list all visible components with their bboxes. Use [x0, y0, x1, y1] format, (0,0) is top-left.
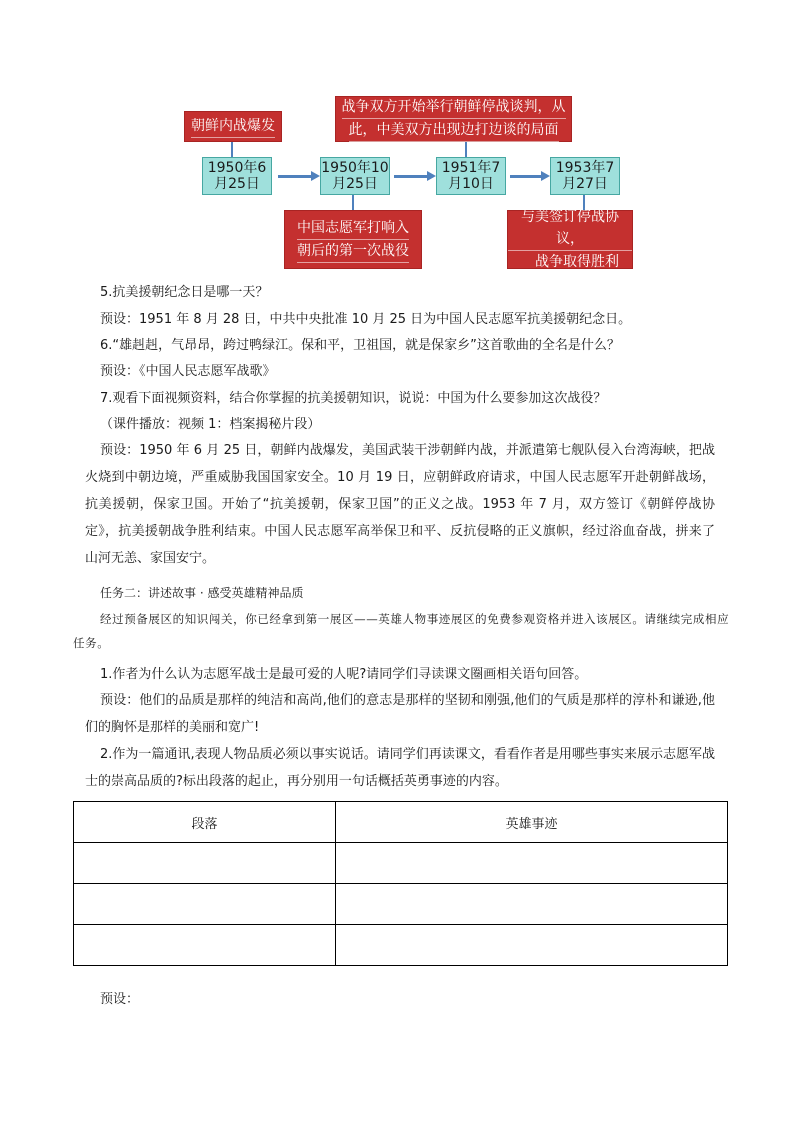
task2-answer-1: 预设：他们的品质是那样的纯洁和高尚,他们的意志是那样的坚韧和刚强,他们的气质是那样的淳朴和谦逊,他们的胸怀是那样的美丽和宽广! [85, 693, 715, 735]
event-outbreak-text: 朝鲜内战爆发 [191, 115, 275, 138]
event-outbreak-box [184, 111, 282, 142]
date-box-1 [202, 157, 272, 195]
event-first-battle-box [284, 210, 422, 269]
date-1-line2: 月25日 [214, 176, 260, 192]
table-row [74, 925, 728, 966]
arrow-1 [278, 175, 312, 178]
task2-preset: 预设： [100, 992, 140, 1007]
table-cell-deeds[interactable] [336, 884, 728, 925]
answer-5: 预设：1951 年 8 月 28 日，中共中央批准 10 月 25 日为中国人民志愿军抗美援朝纪念日。 [100, 312, 632, 327]
question-7: 7.观看下面视频资料，结合你掌握的抗美援朝知识，说说：中国为什么要参加这次战役？ [100, 391, 607, 406]
date-box-4 [550, 157, 620, 195]
date-4-line1: 1953年7 [555, 160, 615, 176]
task2-label: 任务二： [100, 586, 149, 600]
date-box-3 [436, 157, 506, 195]
event-talks-line1: 战争双方开始举行朝鲜停战谈判，从 [342, 96, 566, 119]
table-cell-deeds[interactable] [336, 843, 728, 884]
question-7-media: （课件播放：视频 1：档案揭秘片段） [100, 417, 321, 432]
event-armistice-box [507, 210, 633, 269]
date-2-line1: 1950年10 [321, 160, 389, 176]
task2-heading [100, 584, 303, 602]
task2-question-2: 2.作为一篇通讯,表现人物品质必须以事实说话。请同学们再读课文，看看作者是用哪些事实来展示志愿军战士的崇高品质的?标出段落的起止，再分别用一句话概括英勇事迹的内容。 [85, 747, 715, 789]
answer-6: 预设：《中国人民志愿军战歌》 [100, 364, 276, 379]
task2-intro: 经过预备展区的知识闯关，你已经拿到第一展区——英雄人物事迹展区的免费参观资格并进入该展区。请继续完成相应任务。 [73, 612, 730, 650]
table-cell-paragraph[interactable] [74, 925, 336, 966]
answer-7: 预设：1950 年 6 月 25 日，朝鲜内战爆发，美国武装干涉朝鲜内战，并派遣第七舰队侵入台湾海峡，把战火烧到中朝边境，严重威胁我国国家安全。10 月 19 日，应朝鲜政府请求，中国人民志愿军开赴朝鲜战场，抗美援朝，保家卫国。开始了“抗美援朝，保家卫国”的正义之战。1953 年 7 月，双方签订《朝鲜停战协定》，抗美援朝战争胜利结束。中国人民志愿军高举保卫和平、反抗侵略的正义旗帜，经过浴血奋战，拼来了山河无恙、家国安宁。 [85, 443, 715, 566]
date-1-line1: 1950年6 [207, 160, 267, 176]
table-header-deeds: 英雄事迹 [336, 802, 728, 843]
question-5: 5.抗美援朝纪念日是哪一天？ [100, 285, 269, 300]
date-3-line1: 1951年7 [441, 160, 501, 176]
connector-first-battle [352, 195, 354, 211]
event-armistice-line2: 战争取得胜利 [521, 251, 619, 274]
task2-question-1: 1.作者为什么认为志愿军战士是最可爱的人呢?请同学们寻读课文圈画相关语句回答。 [100, 667, 588, 682]
arrow-2 [394, 175, 428, 178]
table-header-paragraph: 段落 [74, 802, 336, 843]
task2-title: 讲述故事 · 感受英雄精神品质 [148, 586, 304, 600]
table-cell-deeds[interactable] [336, 925, 728, 966]
event-first-battle-line1: 中国志愿军打响入 [297, 217, 409, 240]
table-cell-paragraph[interactable] [74, 884, 336, 925]
date-3-line2: 月10日 [448, 176, 494, 192]
question-6: 6.“雄赳赳，气昂昂，跨过鸭绿江。保和平，卫祖国，就是保家乡”这首歌曲的全名是什么？ [100, 338, 620, 353]
hero-deeds-table [73, 801, 728, 966]
event-talks-box [335, 96, 572, 142]
table-cell-paragraph[interactable] [74, 843, 336, 884]
date-4-line2: 月27日 [562, 176, 608, 192]
table-row [74, 843, 728, 884]
table-row [74, 884, 728, 925]
arrow-3 [510, 175, 542, 178]
date-2-line2: 月25日 [332, 176, 378, 192]
connector-outbreak [231, 142, 233, 158]
event-first-battle-line2: 朝后的第一次战役 [297, 240, 409, 263]
table-header-row [74, 802, 728, 843]
event-talks-line2: 此，中美双方出现边打边谈的局面 [349, 119, 559, 142]
connector-talks [465, 142, 467, 158]
event-armistice-line1: 与美签订停战协议， [508, 206, 632, 251]
date-box-2 [320, 157, 390, 195]
